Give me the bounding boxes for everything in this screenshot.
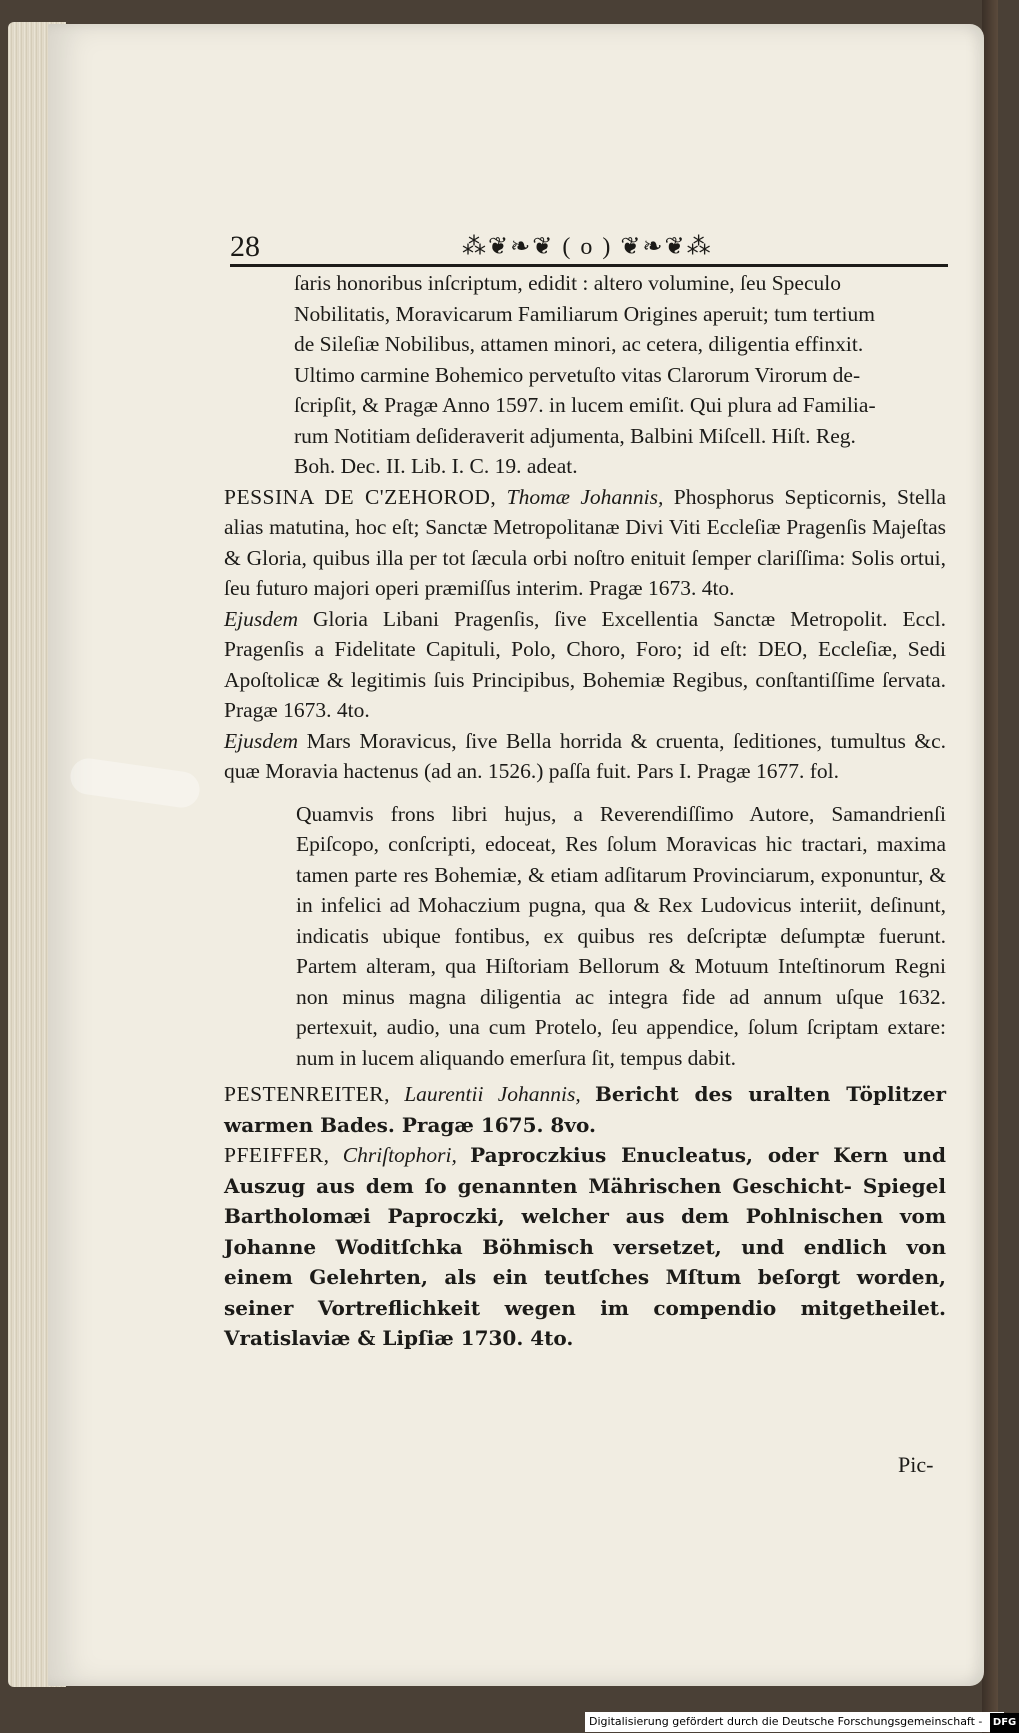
dfg-logo-icon: DFG [990, 1713, 1019, 1733]
entry-author-firstname: Laurentii Johannis, [404, 1082, 581, 1106]
entry-text: Phosphorus Septicornis, Stella alias matutina, hoc eſt; Sanctæ Metropolitanæ Divi Viti Eccleſiæ Pragenſis Majeſtas & Gloria, quibus illa per tot ſæcula orbi noſtro enituit ſemper clariſſima: Solis ortui, ſeu futuro majori operi præmiſſus interim. Pragæ 1673. 4to. [224, 484, 947, 600]
digitization-footer [585, 1712, 1017, 1732]
entry-pfeiffer [224, 1140, 946, 1354]
entry-text: Mars Moravicus, ſive Bella horrida & cruenta, ſeditiones, tumultus &c. quæ Moravia hactenus (ad an. 1526.) paſſa fuit. Pars I. Pragæ 1677. fol. [224, 728, 947, 783]
entry-ejusdem-mars [224, 726, 946, 787]
entry-author: PESSINA DE C'ZEHOROD, [224, 484, 497, 509]
entry-author-firstname: Thomæ Johannis, [506, 484, 664, 509]
line: ſaris honoribus inſcriptum, edidit : altero volumine, ſeu Speculo [294, 271, 841, 295]
entry-text: Gloria Libani Pragenſis, ſive Excellentia Sanctæ Metropolit. Eccl. Pragenſis a Fidelitate Capituli, Polo, Choro, Foro; id eſt: DEO, Eccleſiæ, Sedi Apoſtolicæ & legitimis ſuis Principibus, Bohemiæ Regibus, conſtantiſſime ſervata. Pragæ 1673. 4to. [224, 606, 947, 722]
line: ſcripſit, & Pragæ Anno 1597. in lucem emiſit. Qui plura ad Familia- [294, 393, 876, 417]
page-number: 28 [230, 230, 260, 263]
line: Boh. Dec. II. Lib. I. C. 19. adeat. [294, 454, 578, 478]
entry-pestenreiter [224, 1079, 946, 1140]
entry-author: Ejusdem [224, 606, 299, 631]
entry-note: Quamvis frons libri hujus, a Reverendiſſimo Autore, Samandrienſi Epiſcopo, conſcripti, edoceat, Res ſolum Moravicas hic tractari, maxima tamen parte res Bohemiæ, & etiam adſitarum Provinciarum, exponuntur, & in infelici ad Mohaczium pugna, qua & Rex Ludovicus interiit, deſinunt, indicatis ubique fontibus, ex quibus res deſcriptæ deſumptæ fuerunt. Partem alteram, qua Hiſtoriam Bellorum & Motuum Inteſtinorum Regni non minus magna diligentia ac integra fide ad annum uſque 1632. pertexuit, audio, una cum Protelo, ſeu appendice, ſolum ſcriptam extare: num in lucem aliquando emerſura ſit, tempus dabit. [296, 801, 946, 1070]
entry-author: Ejusdem [224, 728, 299, 753]
entry-author: PFEIFFER, [224, 1143, 330, 1167]
entry-ejusdem-gloria [224, 604, 946, 726]
line: Nobilitatis, Moravicarum Familiarum Origines aperuit; tum tertium [294, 301, 875, 326]
book-cover-edge [982, 0, 998, 1733]
entry-text: Bericht des uralten Töplitzer warmen Bades. Pragæ 1675. 8vo. [224, 1082, 947, 1137]
entry-text: Paproczkius Enucleatus, oder Kern und Auszug aus dem ſo genannten Mährischen Geschicht- Spiegel Bartholomæi Paproczki, welcher aus dem Pohlnischen vom Johanne Woditſchka Böhmisch versetzet, und endlich von einem Gelehrten, als ein teutſches Mſtum beſorgt worden, seiner Vortreflichkeit wegen im compendio mitgetheilet. Vratislaviæ & Lipſiæ 1730. 4to. [224, 1143, 946, 1350]
catchword: Pic- [898, 1452, 934, 1477]
entry-author: PESTENREITER, [224, 1082, 390, 1106]
page-body [224, 268, 946, 1354]
header-ornament: ⁂❦❧❦ ( o ) ❦❧❦⁂ [462, 234, 713, 260]
entry-author-firstname: Chriſtophori, [342, 1143, 457, 1167]
line: rum Notitiam deſideraverit adjumenta, Balbini Miſcell. Hiſt. Reg. [294, 423, 856, 448]
entry-pessina [224, 482, 946, 604]
line: de Sileſiæ Nobilibus, attamen minori, ac cetera, diligentia effinxit. [294, 332, 864, 356]
footer-text: Digitalisierung gefördert durch die Deutsche Forschungsgemeinschaft - [589, 1715, 983, 1728]
line: Ultimo carmine Bohemico pervetuſto vitas Clarorum Virorum de- [294, 362, 861, 387]
entry-continuation [224, 268, 946, 482]
page-header [230, 230, 950, 266]
header-rule [230, 264, 948, 267]
